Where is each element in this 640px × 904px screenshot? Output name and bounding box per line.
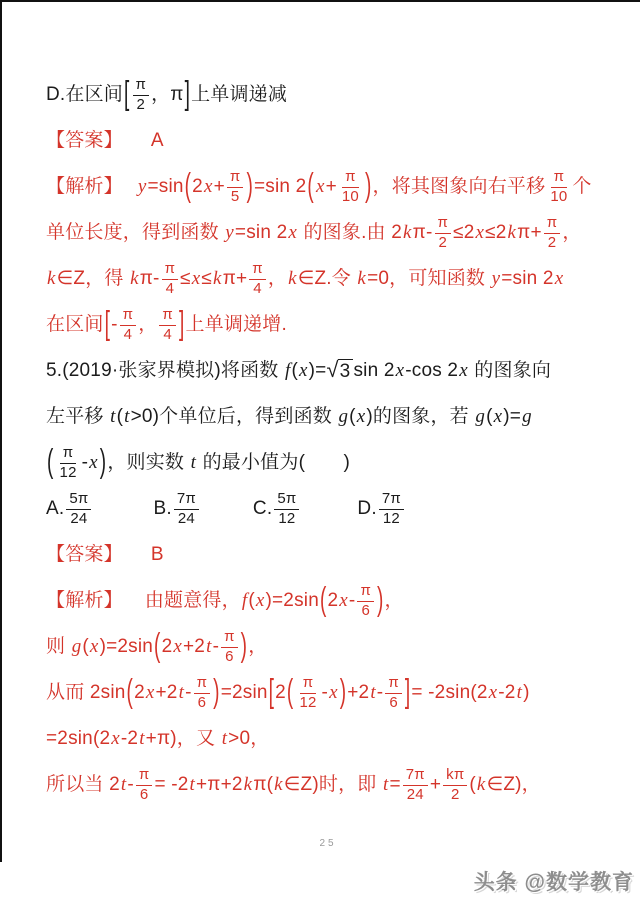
- fraction-numerator: 7π: [403, 767, 428, 786]
- text-run: -: [376, 682, 384, 704]
- question5-stem-line1: [46, 348, 634, 394]
- text-run: ∈Z)时，即: [283, 774, 382, 796]
- fraction-denominator: 24: [406, 785, 424, 803]
- math-variable: g: [475, 406, 486, 428]
- math-variable: y: [491, 268, 501, 290]
- fraction: [274, 491, 299, 527]
- text-run: ，: [248, 636, 268, 658]
- math-variable: x: [329, 682, 338, 704]
- fraction: [221, 629, 238, 665]
- fraction: [339, 169, 362, 205]
- fraction-denominator: 12: [382, 509, 400, 527]
- big-delimiter: (: [47, 443, 54, 481]
- text-run: ≤: [201, 268, 213, 290]
- fraction-denominator: 4: [123, 325, 133, 343]
- math-variable: k: [507, 222, 517, 244]
- spacer: [123, 187, 137, 188]
- text-run: π-: [412, 222, 433, 244]
- math-variable: x: [145, 682, 155, 704]
- math-variable: x: [395, 360, 405, 382]
- text-run: ): [523, 682, 530, 704]
- fraction-numerator: π: [342, 169, 359, 188]
- text-run: 5.(2019·张家界模拟)将函数: [46, 360, 284, 382]
- text-run: -: [348, 590, 356, 612]
- text-run: 由题意得，: [144, 590, 241, 612]
- spacer: [201, 509, 253, 510]
- text-run: -: [127, 774, 134, 796]
- text-run: +2: [347, 682, 370, 704]
- math-variable: g: [522, 406, 532, 428]
- math-variable: k: [130, 268, 139, 290]
- math-variable: t: [124, 406, 130, 428]
- fraction-denominator: 2: [450, 785, 460, 803]
- fraction-denominator: 2: [547, 233, 557, 251]
- text-run: +: [325, 176, 337, 198]
- fraction: [385, 675, 402, 711]
- text-run: 【答案】: [46, 130, 123, 152]
- math-variable: t: [190, 452, 197, 474]
- fraction: [194, 675, 211, 711]
- text-run: 2: [327, 590, 339, 612]
- fraction-numerator: 5π: [66, 491, 91, 510]
- big-delimiter: (: [154, 627, 161, 665]
- text-run: -: [321, 682, 329, 704]
- fraction-denominator: 4: [253, 279, 262, 297]
- text-run: 上单调递减: [191, 84, 288, 106]
- text-run: ，: [384, 590, 404, 612]
- math-variable: x: [339, 590, 348, 612]
- text-run: π(: [253, 774, 274, 796]
- math-variable: t: [110, 406, 116, 428]
- text-run: +: [213, 176, 225, 198]
- text-run: -: [81, 452, 89, 474]
- fraction-numerator: 5π: [274, 491, 299, 510]
- text-run: +π)，又: [145, 728, 221, 750]
- text-run: ，: [138, 314, 158, 336]
- text-run: 则: [46, 636, 71, 658]
- fraction-numerator: π: [133, 77, 150, 96]
- text-run: +2: [183, 636, 206, 658]
- math-variable: t: [370, 682, 376, 704]
- question4-analysis-line2: [46, 210, 634, 256]
- text-run: ，将其图象向右平移: [372, 176, 546, 198]
- fraction-denominator: 12: [59, 463, 77, 481]
- fraction-denominator: 5: [230, 187, 240, 205]
- fraction-numerator: kπ: [443, 767, 467, 786]
- text-run: 【解析】: [46, 590, 123, 612]
- big-delimiter: ): [364, 167, 372, 205]
- fraction-denominator: 2: [136, 95, 146, 113]
- big-delimiter: [: [104, 305, 111, 343]
- math-variable: x: [459, 360, 468, 382]
- text-run: 2: [192, 176, 203, 198]
- math-variable: t: [189, 774, 195, 796]
- text-run: (: [116, 406, 124, 428]
- text-run: =: [389, 774, 401, 796]
- text-run: 的最小值为( ): [197, 452, 351, 474]
- big-delimiter: [: [124, 75, 130, 113]
- text-run: (: [349, 406, 356, 428]
- fraction-denominator: 6: [361, 601, 370, 619]
- text-run: 上单调递增.: [185, 314, 287, 336]
- text-run: =sin 2: [234, 222, 288, 244]
- big-delimiter: ): [377, 581, 384, 619]
- fraction: [120, 307, 137, 343]
- text-run: -: [185, 682, 192, 704]
- text-run: π+: [222, 268, 248, 290]
- text-run: = -2: [154, 774, 189, 796]
- fraction-numerator: π: [551, 169, 568, 188]
- text-run: 的图象向: [468, 360, 552, 382]
- fraction-denominator: 6: [139, 785, 149, 803]
- text-run: =sin: [147, 176, 184, 198]
- fraction-numerator: 7π: [379, 491, 404, 510]
- question5-analysis-line3: [46, 670, 634, 716]
- fraction: [66, 491, 91, 527]
- math-variable: x: [288, 222, 297, 244]
- spacer: [123, 601, 145, 602]
- math-variable: f: [241, 590, 248, 612]
- fraction-denominator: 12: [278, 509, 296, 527]
- text-run: -2: [120, 728, 139, 750]
- text-run: =0，可知函数: [367, 268, 491, 290]
- text-run: +: [429, 774, 442, 796]
- text-run: -: [111, 314, 118, 336]
- math-variable: x: [191, 268, 201, 290]
- big-delimiter: ): [240, 627, 248, 665]
- fraction: [379, 491, 404, 527]
- math-variable: x: [315, 176, 325, 198]
- fraction-numerator: π: [60, 445, 77, 464]
- text-run: )=2sin: [265, 590, 319, 612]
- question4-analysis-line1: [46, 164, 634, 210]
- math-variable: x: [475, 222, 485, 244]
- question4-analysis-line4: [46, 302, 634, 348]
- math-variable: x: [255, 590, 265, 612]
- text-run: >0，: [228, 728, 270, 750]
- text-run: )=: [503, 406, 522, 428]
- text-run: ，: [562, 222, 582, 244]
- fraction-denominator: 6: [389, 693, 398, 711]
- fraction: [435, 215, 452, 251]
- question5-answer: [46, 532, 634, 578]
- text-run: 的图象.由 2: [298, 222, 403, 244]
- big-delimiter: (: [319, 581, 327, 619]
- big-delimiter: (: [286, 673, 294, 711]
- text-run: ≤: [180, 268, 191, 290]
- fraction-numerator: π: [136, 767, 153, 786]
- text-run: ，: [267, 268, 288, 290]
- math-variable: t: [139, 728, 145, 750]
- text-run: D.: [357, 498, 377, 520]
- math-variable: t: [382, 774, 389, 796]
- text-run: =2sin: [220, 682, 268, 704]
- text-run: -cos 2: [405, 360, 459, 382]
- big-delimiter: ]: [404, 673, 411, 711]
- math-variable: t: [221, 728, 228, 750]
- spacer: [301, 509, 357, 510]
- fraction: [249, 261, 266, 297]
- big-delimiter: ): [99, 443, 107, 481]
- big-delimiter: (: [307, 167, 314, 205]
- text-run: B: [150, 544, 164, 566]
- fraction-denominator: 24: [70, 509, 88, 527]
- fraction-numerator: π: [435, 215, 452, 234]
- text-run: =2sin(2: [46, 728, 111, 750]
- fraction-denominator: 2: [438, 233, 448, 251]
- text-run: )的图象，若: [366, 406, 475, 428]
- text-run: 单位长度，得到函数: [46, 222, 225, 244]
- radicand: 3: [338, 359, 354, 383]
- big-delimiter: ]: [184, 75, 191, 113]
- math-variable: k: [357, 268, 367, 290]
- text-run: = -2sin(2: [411, 682, 488, 704]
- fraction: [133, 77, 150, 113]
- question4-option-d: [46, 72, 634, 118]
- fraction: [159, 307, 176, 343]
- text-run: 【答案】: [46, 544, 123, 566]
- fraction-denominator: 6: [197, 693, 207, 711]
- math-variable: x: [89, 452, 98, 474]
- question5-stem-line2: [46, 394, 634, 440]
- big-delimiter: (: [184, 167, 192, 205]
- math-variable: f: [284, 360, 291, 382]
- text-run: +2: [155, 682, 178, 704]
- big-delimiter: ): [339, 673, 347, 711]
- math-variable: y: [137, 176, 147, 198]
- fraction-numerator: π: [221, 629, 238, 648]
- math-variable: g: [71, 636, 82, 658]
- text-run: 在区间: [46, 314, 104, 336]
- sqrt-radical: [326, 359, 353, 383]
- fraction-denominator: 6: [225, 647, 234, 665]
- fraction: [357, 583, 374, 619]
- spacer: [123, 141, 151, 142]
- math-variable: k: [476, 774, 486, 796]
- fraction-numerator: π: [227, 169, 244, 188]
- fraction: [57, 445, 80, 481]
- fraction: [227, 169, 244, 205]
- text-run: )=2sin: [99, 636, 154, 658]
- question5-options: [46, 486, 634, 532]
- math-variable: x: [89, 636, 99, 658]
- fraction-numerator: π: [159, 307, 176, 326]
- big-delimiter: (: [126, 673, 134, 711]
- fraction-numerator: π: [385, 675, 402, 694]
- text-run: )=: [308, 360, 327, 382]
- math-variable: k: [243, 774, 253, 796]
- fraction: [544, 215, 561, 251]
- text-run: >0)个单位后，得到函数: [130, 406, 338, 428]
- radical-sign: √: [326, 357, 339, 383]
- text-run: ∈Z，得: [56, 268, 130, 290]
- fraction-denominator: 4: [165, 279, 175, 297]
- fraction-numerator: π: [162, 261, 179, 280]
- fraction: [174, 491, 199, 527]
- fraction-numerator: π: [544, 215, 561, 234]
- text-run: ∈Z.令: [297, 268, 357, 290]
- fraction: [162, 261, 179, 297]
- math-variable: t: [206, 636, 212, 658]
- spacer: [123, 555, 151, 556]
- question5-analysis-line1: [46, 578, 634, 624]
- text-run: -2: [498, 682, 516, 704]
- spacer: [93, 509, 153, 510]
- fraction-numerator: 7π: [174, 491, 199, 510]
- question4-answer: [46, 118, 634, 164]
- fraction: [403, 767, 428, 803]
- fraction-numerator: π: [249, 261, 266, 280]
- math-variable: x: [356, 406, 366, 428]
- question5-analysis-line2: [46, 624, 634, 670]
- fraction-denominator: 10: [341, 187, 359, 205]
- text-run: 个: [572, 176, 592, 198]
- text-run: =sin 2: [501, 268, 554, 290]
- big-delimiter: ]: [178, 305, 185, 343]
- text-run: (: [291, 360, 298, 382]
- math-variable: k: [403, 222, 412, 244]
- big-delimiter: [: [268, 673, 275, 711]
- text-run: 2: [161, 636, 173, 658]
- fraction: [443, 767, 467, 803]
- fraction: [547, 169, 570, 205]
- fraction-denominator: 10: [550, 187, 568, 205]
- fraction: [296, 675, 319, 711]
- text-run: 所以当 2: [46, 774, 120, 796]
- math-variable: t: [120, 774, 127, 796]
- math-variable: k: [213, 268, 222, 290]
- fraction-numerator: π: [194, 675, 211, 694]
- text-run: ，则实数: [107, 452, 190, 474]
- text-run: A: [150, 130, 164, 152]
- text-run: (: [248, 590, 255, 612]
- text-run: (: [469, 774, 476, 796]
- math-variable: t: [516, 682, 523, 704]
- fraction-denominator: 4: [163, 325, 172, 343]
- text-run: 从而 2sin: [46, 682, 126, 704]
- text-run: ，π: [151, 84, 184, 106]
- math-variable: x: [173, 636, 182, 658]
- math-variable: x: [111, 728, 120, 750]
- watermark: 头条 @数学教育: [473, 871, 634, 894]
- math-variable: y: [225, 222, 234, 244]
- big-delimiter: ): [246, 167, 253, 205]
- fraction-denominator: 12: [299, 693, 317, 711]
- math-variable: k: [47, 268, 56, 290]
- text-run: 2: [134, 682, 145, 704]
- text-run: 【解析】: [46, 176, 123, 198]
- text-run: D.在区间: [46, 84, 124, 106]
- page-number: 25: [319, 838, 337, 849]
- text-run: C.: [252, 498, 273, 520]
- text-run: 左平移: [46, 406, 110, 428]
- fraction-numerator: π: [120, 307, 137, 326]
- big-delimiter: ): [213, 673, 220, 711]
- text-run: ≤2: [485, 222, 507, 244]
- text-run: +π+2: [196, 774, 243, 796]
- math-variable: k: [288, 268, 297, 290]
- question4-analysis-line3: [46, 256, 634, 302]
- question5-analysis-line5: [46, 762, 634, 808]
- text-run: (: [82, 636, 89, 658]
- math-variable: g: [338, 406, 349, 428]
- text-run: ≤2: [453, 222, 475, 244]
- math-variable: t: [178, 682, 185, 704]
- math-variable: x: [493, 406, 503, 428]
- fraction-numerator: π: [357, 583, 374, 602]
- math-variable: x: [299, 360, 308, 382]
- question5-analysis-line4: [46, 716, 634, 762]
- text-run: π+: [517, 222, 542, 244]
- text-run: 2: [275, 682, 286, 704]
- question5-stem-line3: [46, 440, 634, 486]
- text-run: -: [212, 636, 220, 658]
- text-run: A.: [46, 498, 65, 520]
- math-variable: x: [203, 176, 213, 198]
- text-run: B.: [153, 498, 172, 520]
- fraction-denominator: 24: [177, 509, 195, 527]
- text-run: =sin 2: [253, 176, 307, 198]
- text-run: ∈Z)，: [486, 774, 541, 796]
- text-run: (: [486, 406, 493, 428]
- fraction-numerator: π: [300, 675, 317, 694]
- fraction: [136, 767, 153, 803]
- math-variable: x: [554, 268, 564, 290]
- text-run: π-: [139, 268, 160, 290]
- math-variable: k: [274, 774, 283, 796]
- math-variable: x: [488, 682, 498, 704]
- text-run: sin 2: [353, 360, 395, 382]
